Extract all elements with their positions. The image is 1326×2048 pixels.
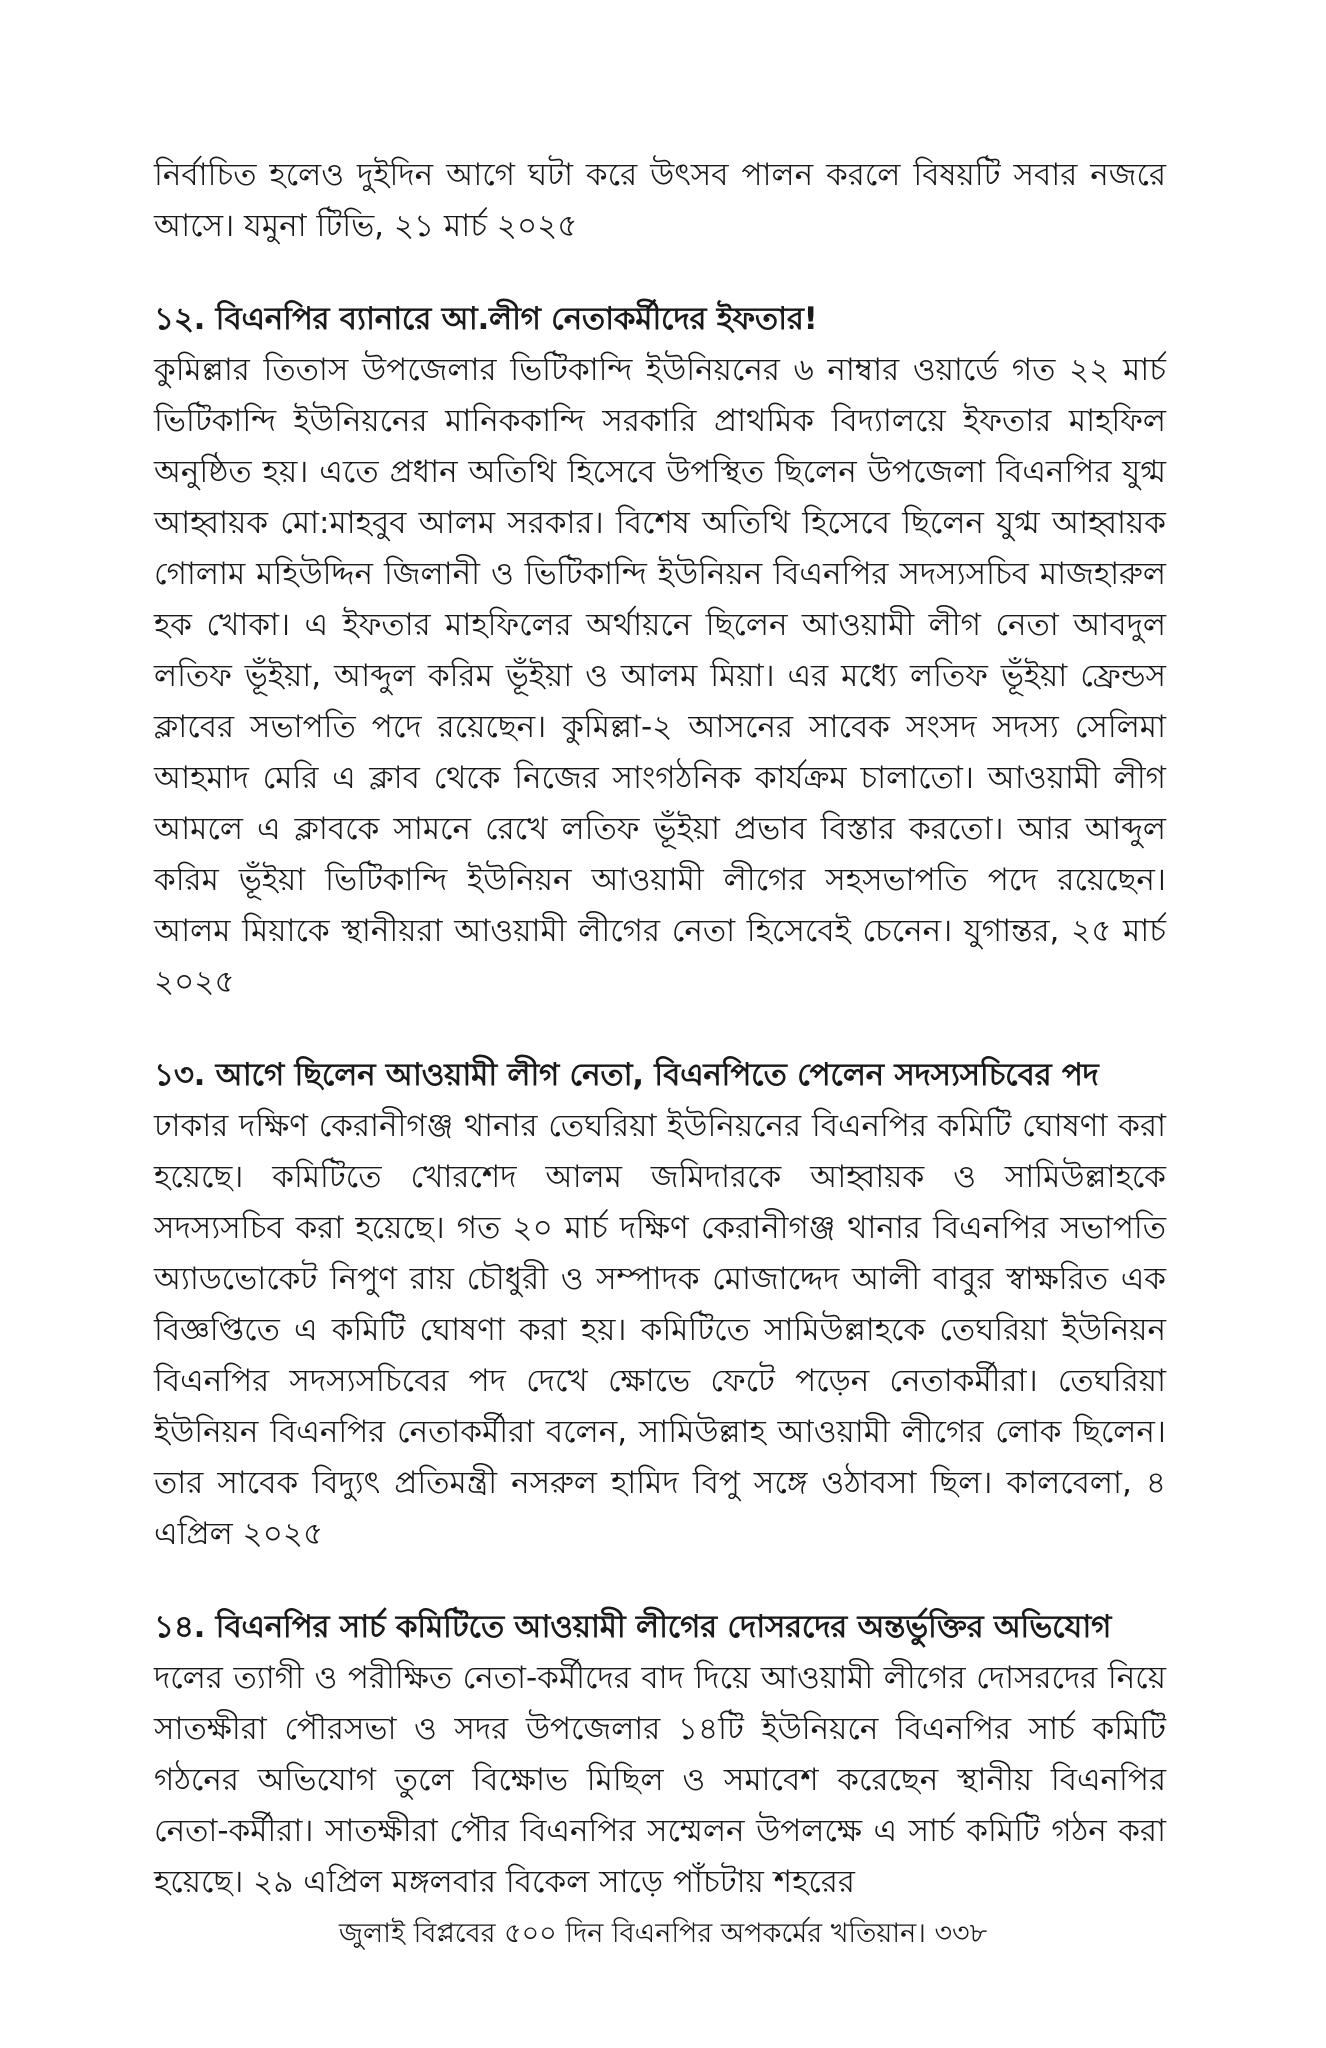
section-body: ঢাকার দক্ষিণ কেরানীগঞ্জ থানার তেঘরিয়া ইউনিয়নের বিএনপির কমিটি ঘোষণা করা হয়েছে। কমিটিতে খোরশেদ আলম জমিদারকে আহ্বায়ক ও সামিউল্লাহকে সদস্যসচিব করা হয়েছে। গত ২০ মার্চ দক্ষিণ কেরানীগঞ্জ থানার বিএনপির সভাপতি অ্যাডভোকেট নিপুণ রায় চৌধুরী ও সম্পাদক মোজাদ্দেদ আলী বাবুর স্বাক্ষরিত এক বিজ্ঞপ্তিতে এ কমিটি ঘোষণা করা হয়। কমিটিতে সামিউল্লাহকে তেঘরিয়া ইউনিয়ন বিএনপির সদস্যসচিবের পদ দেখে ক্ষোভে ফেটে পড়েন নেতাকর্মীরা। তেঘরিয়া ইউনিয়ন বিএনপির নেতাকর্মীরা বলেন, সামিউল্লাহ আওয়ামী লীগের লোক ছিলেন। তার সাবেক বিদ্যুৎ প্রতিমন্ত্রী নসরুল হামিদ বিপু সঙ্গে ওঠাবসা ছিল। কালবেলা, ৪ এপ্রিল ২০২৫ bbox=[154, 1108, 1166, 1552]
section-12 bbox=[154, 294, 1166, 1008]
page-content bbox=[154, 150, 1166, 1908]
intro-paragraph: নির্বাচিত হলেও দুইদিন আগে ঘটা করে উৎসব পালন করলে বিষয়টি সবার নজরে আসে। যমুনা টিভি, ২১ মার্চ ২০২৫ bbox=[154, 157, 1166, 244]
section-body: কুমিল্লার তিতাস উপজেলার ভিটিকান্দি ইউনিয়নের ৬ নাম্বার ওয়ার্ডে গত ২২ মার্চ ভিটিকান্দি ইউনিয়নের মানিককান্দি সরকারি প্রাথমিক বিদ্যালয়ে ইফতার মাহফিল অনুষ্ঠিত হয়। এতে প্রধান অতিথি হিসেবে উপস্থিত ছিলেন উপজেলা বিএনপির যুগ্ম আহ্বায়ক মো:মাহবুব আলম সরকার। বিশেষ অতিথি হিসেবে ছিলেন যুগ্ম আহ্বায়ক গোলাম মহিউদ্দিন জিলানী ও ভিটিকান্দি ইউনিয়ন বিএনপির সদস্যসচিব মাজহারুল হক খোকা। এ ইফতার মাহফিলের অর্থায়নে ছিলেন আওয়ামী লীগ নেতা আবদুল লতিফ ভূঁইয়া, আব্দুল করিম ভূঁইয়া ও আলম মিয়া। এর মধ্যে লতিফ ভূঁইয়া ফ্রেন্ডস ক্লাবের সভাপতি পদে রয়েছেন। কুমিল্লা-২ আসনের সাবেক সংসদ সদস্য সেলিমা আহমাদ মেরি এ ক্লাব থেকে নিজের সাংগঠনিক কার্যক্রম চালাতো। আওয়ামী লীগ আমলে এ ক্লাবকে সামনে রেখে লতিফ ভূঁইয়া প্রভাব বিস্তার করতো। আর আব্দুল করিম ভূঁইয়া ভিটিকান্দি ইউনিয়ন আওয়ামী লীগের সহসভাপতি পদে রয়েছেন। আলম মিয়াকে স্থানীয়রা আওয়ামী লীগের নেতা হিসেবেই চেনেন। যুগান্তর, ২৫ মার্চ ২০২৫ bbox=[154, 352, 1166, 1000]
section-heading: ১৪. বিএনপির সার্চ কমিটিতে আওয়ামী লীগের দোসরদের অন্তর্ভুক্তির অভিযোগ bbox=[154, 1609, 1112, 1645]
section-14 bbox=[154, 1602, 1166, 1908]
section-body: দলের ত্যাগী ও পরীক্ষিত নেতা-কর্মীদের বাদ দিয়ে আওয়ামী লীগের দোসরদের নিয়ে সাতক্ষীরা পৌরসভা ও সদর উপজেলার ১৪টি ইউনিয়নে বিএনপির সার্চ কমিটি গঠনের অভিযোগ তুলে বিক্ষোভ মিছিল ও সমাবেশ করেছেন স্থানীয় বিএনপির নেতা-কর্মীরা। সাতক্ষীরা পৌর বিএনপির সম্মেলন উপলক্ষে এ সার্চ কমিটি গঠন করা হয়েছে। ২৯ এপ্রিল মঙ্গলবার বিকেল সাড়ে পাঁচটায় শহরের bbox=[154, 1660, 1166, 1900]
section-heading: ১২. বিএনপির ব্যানারে আ.লীগ নেতাকর্মীদের ইফতার! bbox=[154, 301, 818, 337]
section-13 bbox=[154, 1050, 1166, 1560]
page-footer: জুলাই বিপ্লবের ৫০০ দিন বিএনপির অপকর্মের খতিয়ান। ৩৩৮ bbox=[338, 1918, 988, 1949]
section-heading: ১৩. আগে ছিলেন আওয়ামী লীগ নেতা, বিএনপিতে পেলেন সদস্যসচিবের পদ bbox=[154, 1057, 1099, 1093]
